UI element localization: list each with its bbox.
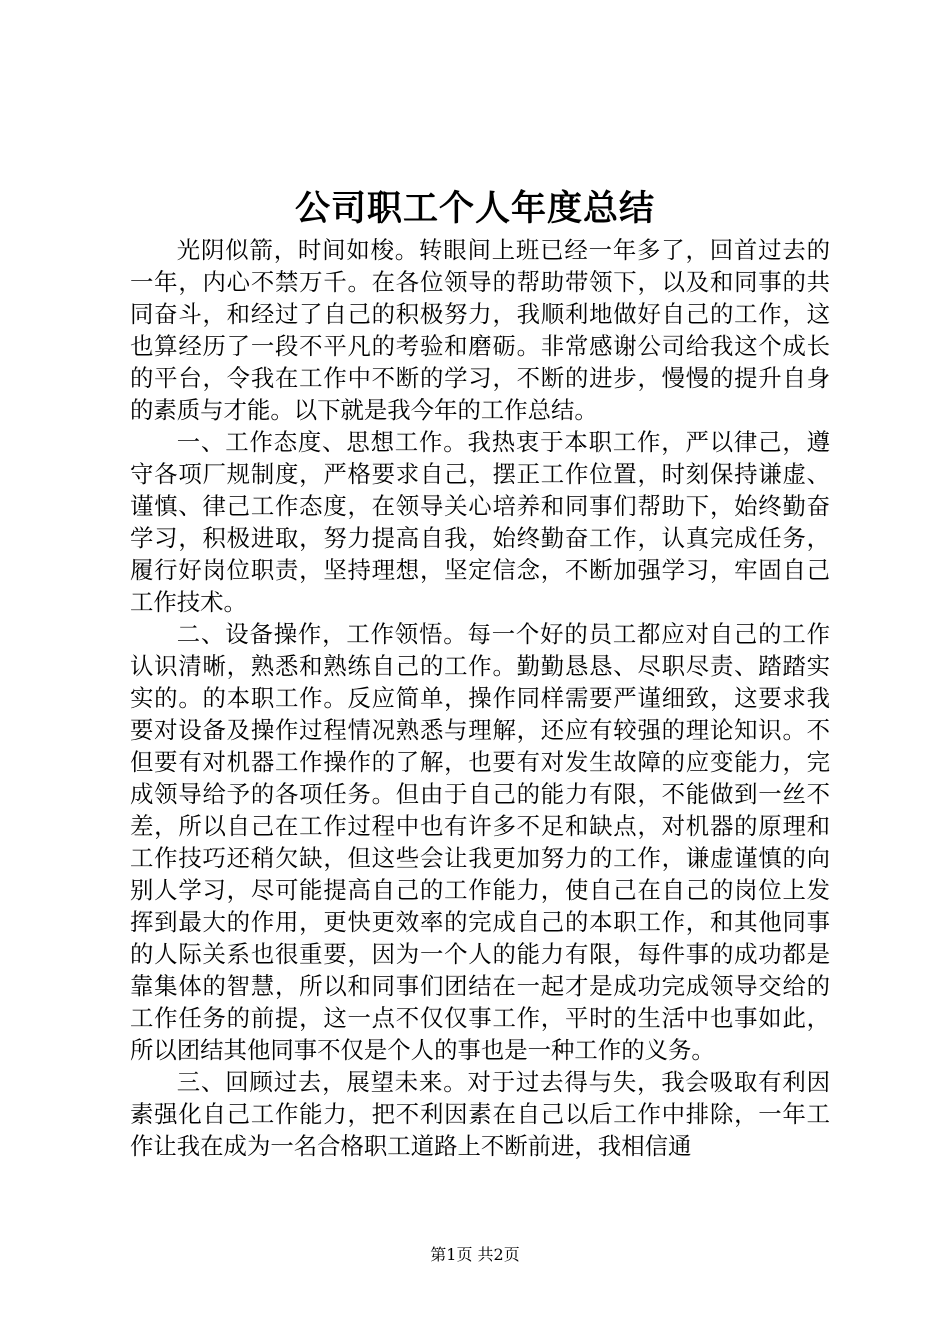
paragraph-section-1: 一、工作态度、思想工作。我热衷于本职工作，严以律己，遵守各项厂规制度，严格要求自己，摆正工作位置，时刻保持谦虚、谨慎、律己工作态度，在领导关心培养和同事们帮助下，始终勤奋学习，积极进取，努力提高自我，始终勤奋工作，认真完成任务，履行好岗位职责，坚持理想，坚定信念，不断加强学习，牢固自己工作技术。 — [130, 428, 830, 616]
paragraph-intro: 光阴似箭，时间如梭。转眼间上班已经一年多了，回首过去的一年，内心不禁万千。在各位领导的帮助带领下，以及和同事的共同奋斗，和经过了自己的积极努力，我顺利地做好自己的工作，这也算经历了一段不平凡的考验和磨砺。非常感谢公司给我这个成长的平台，令我在工作中不断的学习，不断的进步，慢慢的提升自身的素质与才能。以下就是我今年的工作总结。 — [130, 236, 830, 424]
paragraph-section-3: 三、回顾过去，展望未来。对于过去得与失，我会吸取有利因素强化自己工作能力，把不利因素在自己以后工作中排除，一年工作让我在成为一名合格职工道路上不断前进，我相信通 — [130, 1068, 830, 1160]
paragraph-section-2: 二、设备操作，工作领悟。每一个好的员工都应对自己的工作认识清晰，熟悉和熟练自己的工作。勤勤恳恳、尽职尽责、踏踏实实的。的本职工作。反应简单，操作同样需要严谨细致，这要求我要对设备及操作过程情况熟悉与理解，还应有较强的理论知识。不但要有对机器工作操作的了解，也要有对发生故障的应变能力，完成领导给予的各项任务。但由于自己的能力有限，不能做到一丝不差，所以自己在工作过程中也有许多不足和缺点，对机器的原理和工作技巧还稍欠缺，但这些会让我更加努力的工作，谦虚谨慎的向别人学习，尽可能提高自己的工作能力，使自己在自己的岗位上发挥到最大的作用，更快更效率的完成自己的本职工作，和其他同事的人际关系也很重要，因为一个人的能力有限，每件事的成功都是靠集体的智慧，所以和同事们团结在一起才是成功完成领导交给的工作任务的前提，这一点不仅仅事工作，平时的生活中也事如此，所以团结其他同事不仅是个人的事也是一种工作的义务。 — [130, 620, 830, 1064]
document-title: 公司职工个人年度总结 — [294, 188, 655, 229]
page-footer — [0, 1243, 950, 1267]
page-number: 第1页 共2页 — [430, 1245, 520, 1264]
document-body — [130, 234, 830, 1162]
